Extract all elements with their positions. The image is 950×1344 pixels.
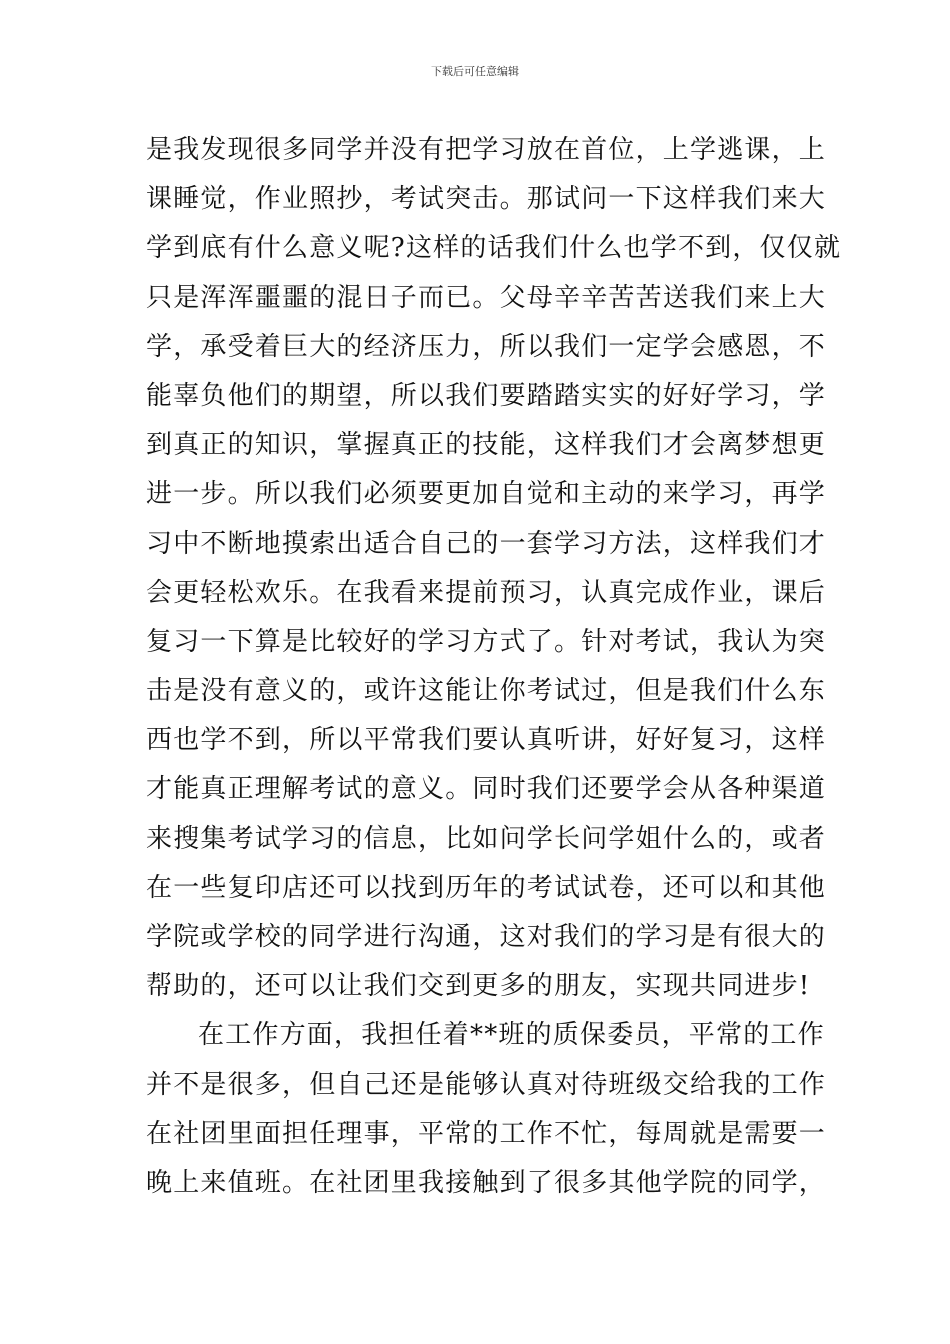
paragraph-line: 是我发现很多同学并没有把学习放在首位，上学逃课，上 (146, 135, 827, 165)
paragraph-line: 到真正的知识，掌握真正的技能，这样我们才会离梦想更 (146, 430, 827, 461)
paragraph-line: 并不是很多，但自己还是能够认真对待班级交给我的工作 (146, 1069, 827, 1100)
paragraph-line: 只是浑浑噩噩的混日子而已。父母辛辛苦苦送我们来上大 (146, 282, 827, 313)
paragraph-line: 课睡觉，作业照抄，考试突击。那试问一下这样我们来大 (146, 184, 827, 215)
paragraph-line: 习中不断地摸索出适合自己的一套学习方法，这样我们才 (146, 528, 827, 559)
paragraph-line: 进一步。所以我们必须要更加自觉和主动的来学习，再学 (146, 479, 827, 510)
paragraph-line: 在工作方面，我担任着**班的质保委员，平常的工作 (198, 1020, 825, 1051)
paragraph-line: 击是没有意义的，或许这能让你考试过，但是我们什么东 (146, 676, 827, 707)
paragraph-line: 帮助的，还可以让我们交到更多的朋友，实现共同进步! (146, 971, 811, 1002)
paragraph-line: 复习一下算是比较好的学习方式了。针对考试，我认为突 (146, 626, 827, 657)
paragraph-2 (146, 1011, 827, 1208)
paragraph-line: 学，承受着巨大的经济压力，所以我们一定学会感恩，不 (146, 331, 827, 362)
paragraph-line: 西也学不到，所以平常我们要认真听讲，好好复习，这样 (146, 725, 827, 756)
paragraph-line: 学院或学校的同学进行沟通，这对我们的学习是有很大的 (146, 922, 827, 952)
paragraph-line: 学到底有什么意义呢?这样的话我们什么也学不到，仅仅就 (146, 233, 842, 264)
paragraph-line: 才能真正理解考试的意义。同时我们还要学会从各种渠道 (146, 774, 827, 805)
paragraph-line: 来搜集考试学习的信息，比如问学长问学姐什么的，或者 (146, 823, 827, 854)
paragraph-line: 会更轻松欢乐。在我看来提前预习，认真完成作业，课后 (146, 577, 827, 608)
paragraph-line: 在一些复印店还可以找到历年的考试试卷，还可以和其他 (146, 872, 827, 903)
document-body (146, 126, 842, 1208)
paragraph-line: 晚上来值班。在社团里我接触到了很多其他学院的同学， (146, 1167, 827, 1198)
paragraph-line: 在社团里面担任理事，平常的工作不忙，每周就是需要一 (146, 1118, 827, 1149)
paragraph-1 (146, 126, 842, 1011)
page-header-note: 下载后可任意编辑 (431, 65, 519, 78)
paragraph-line: 能辜负他们的期望，所以我们要踏踏实实的好好学习，学 (146, 380, 827, 411)
